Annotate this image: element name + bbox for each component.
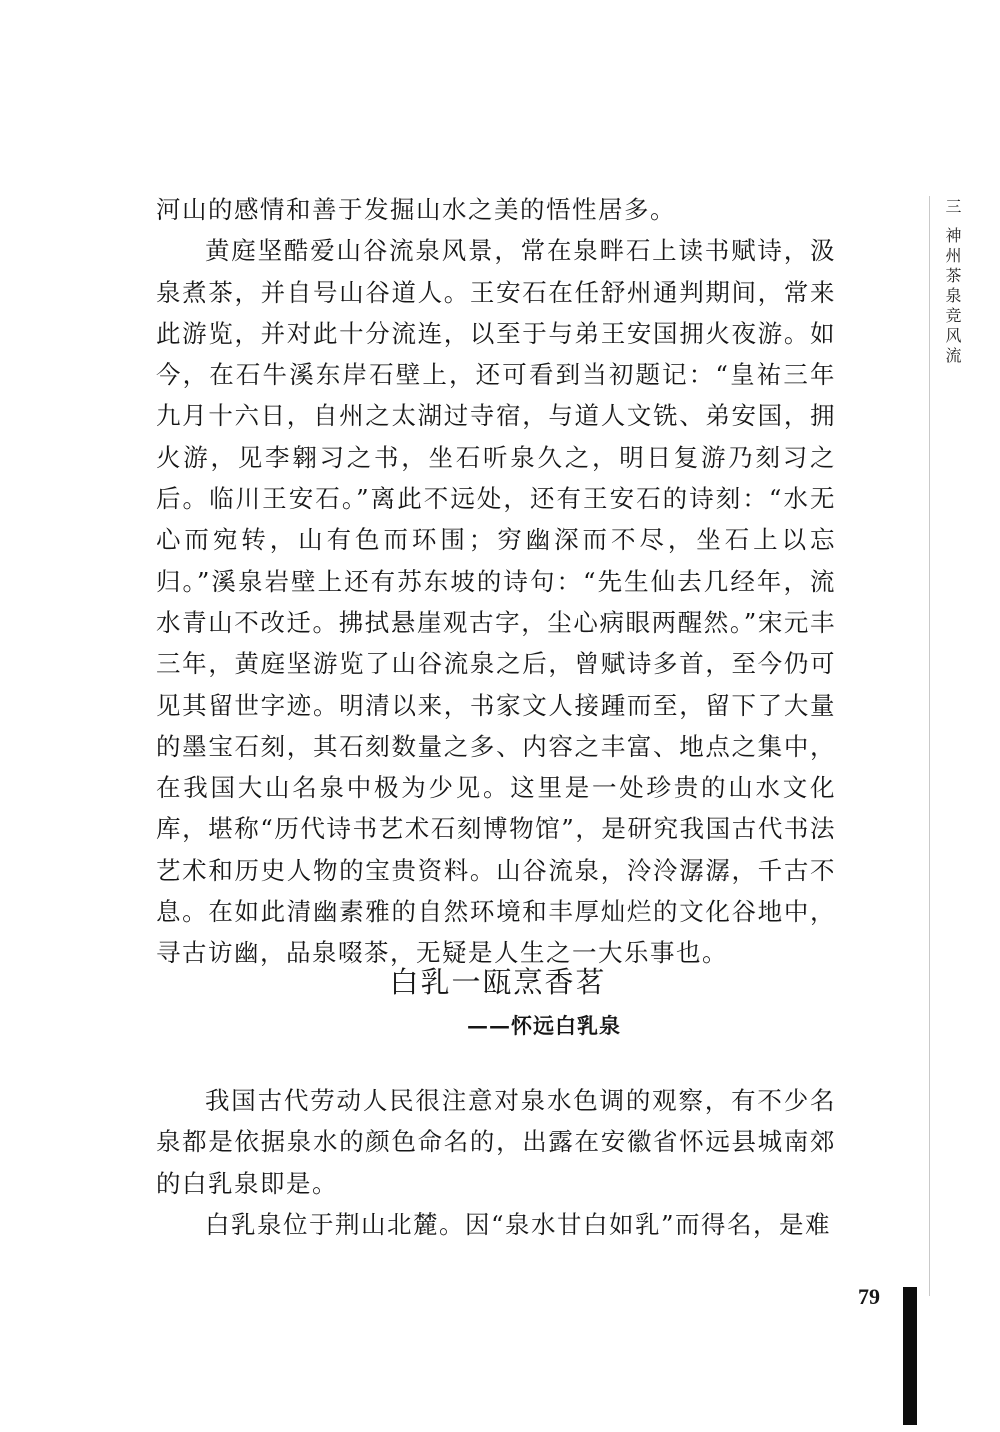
paragraph: 白乳泉位于荆山北麓。因“泉水甘白如乳”而得名，是难 — [205, 1209, 832, 1239]
section-title: 白乳一瓯烹香茗 — [389, 965, 607, 999]
section-subtitle: ——怀远白乳泉 — [467, 1013, 621, 1038]
thumb-index-bar — [903, 1287, 917, 1425]
section-heading — [156, 958, 836, 1046]
page-number: 79 — [858, 1284, 880, 1309]
paragraph: 河山的感情和善于发掘山水之美的悟性居多。 — [156, 195, 676, 224]
paragraph: 我国古代劳动人民很注意对泉水色调的观察，有不少名泉都是依据泉水的颜色命名的，出露在安徽省怀远县城南郊的白乳泉即是。 — [156, 1086, 836, 1198]
body-text-section-2 — [156, 1080, 836, 1245]
margin-rule — [929, 196, 930, 1296]
body-text-section-1 — [156, 189, 836, 974]
paragraph: 黄庭坚酷爱山谷流泉风景，常在泉畔石上读书赋诗，汲泉煮茶，并自号山谷道人。王安石在任舒州通判期间，常来此游览，并对此十分流连，以至于与弟王安国拥火夜游。如今，在石牛溪东岸石壁上，还可看到当初题记：“皇祐三年九月十六日，自州之太湖过寺宿，与道人文铣、弟安国，拥火游，见李翱习之书，坐石听泉久之，明日复游乃刻习之后。临川王安石。”离此不远处，还有王安石的诗刻：“水无心而宛转，山有色而环围；穷幽深而不尽，坐石上以忘归。”溪泉岩壁上还有苏东坡的诗句：“先生仙去几经年，流水青山不改迁。拂拭悬崖观古字，尘心病眼两醒然。”宋元丰三年，黄庭坚游览了山谷流泉之后，曾赋诗多首，至今仍可见其留世字迹。明清以来，书家文人接踵而至，留下了大量的墨宝石刻，其石刻数量之多、内容之丰富、地点之集中，在我国大山名泉中极为少见。这里是一处珍贵的山水文化库，堪称“历代诗书艺术石刻博物馆”，是研究我国古代书法艺术和历史人物的宝贵资料。山谷流泉，泠泠潺潺，千古不息。在如此清幽素雅的自然环境和丰厚灿烂的文化谷地中，寻古访幽，品泉啜茶，无疑是人生之一大乐事也。 — [156, 236, 836, 968]
running-head: 三 神州茶泉竞风流 — [943, 198, 962, 368]
